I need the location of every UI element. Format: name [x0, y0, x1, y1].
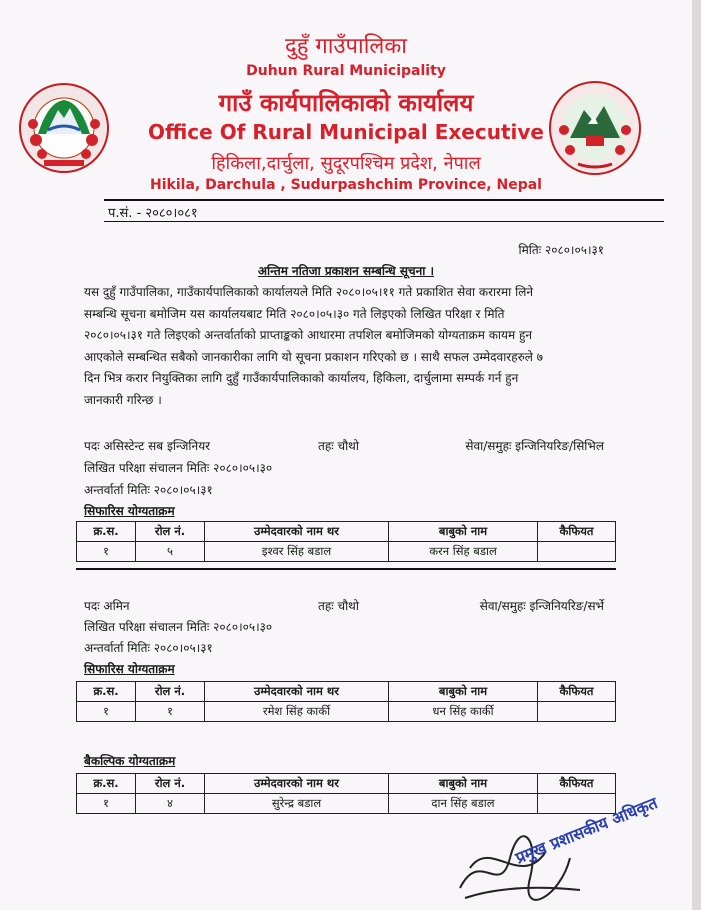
- section2-post: पदः अमिन: [84, 599, 130, 613]
- table-row: [77, 794, 616, 814]
- section2-table: [76, 681, 616, 722]
- col-header-father: बाबुको नाम: [389, 682, 538, 702]
- section3-list-title: बैकल्पिक योग्यताक्रम: [84, 754, 176, 768]
- cell-remarks: [538, 702, 616, 722]
- col-header-sn: क्र.स.: [77, 522, 136, 542]
- cell-candidate: रमेश सिंह कार्की: [205, 702, 389, 722]
- body-line: यस दुहुँ गाउँपालिका, गाउँकार्यपालिकाको कार्यालयले मिति २०८०।०५।११ गते प्रकाशित सेवा करारमा लिने: [84, 285, 534, 299]
- table-header-row: [77, 774, 616, 794]
- notice-body: [84, 282, 604, 411]
- cell-father: करन सिंह बडाल: [389, 542, 538, 562]
- section-divider: [76, 568, 616, 570]
- section2-service: सेवा/समुहः इन्जिनियरिङ/सर्भे: [479, 599, 604, 613]
- col-header-remarks: कैफियत: [538, 682, 616, 702]
- section1-service: सेवा/समुहः इन्जिनियरिङ/सिभिल: [465, 439, 604, 453]
- section1-level: तहः चौथो: [318, 439, 359, 453]
- section1-interview-date: अन्तर्वार्ता मितिः २०८०।०५।३१: [84, 483, 213, 497]
- col-header-candidate: उम्मेदवारको नाम थर: [205, 774, 389, 794]
- body-line: दिन भित्र करार नियुक्तिका लागि दुहुँ गाउँकार्यपालिकाको कार्यालय, हिकिला, दार्चुलामा सम्पर्क गर्न हुन: [84, 371, 519, 385]
- col-header-roll: रोल नं.: [136, 774, 205, 794]
- col-header-candidate: उम्मेदवारको नाम थर: [205, 682, 389, 702]
- reference-number: प.सं. - २०८०।०८१: [108, 206, 198, 221]
- table-header-row: [77, 522, 616, 542]
- cell-father: दान सिंह बडाल: [389, 794, 538, 814]
- col-header-father: बाबुको नाम: [389, 774, 538, 794]
- cell-candidate: इश्वर सिंह बडाल: [205, 542, 389, 562]
- body-line: २०८०।०५।३१ गते लिइएको अन्तर्वार्ताको प्राप्ताङ्कको आधारमा तपशिल बमोजिमको योग्यताक्रम कायम हुन: [84, 328, 532, 342]
- office-name-np: गाउँ कार्यपालिकाको कार्यालय: [218, 89, 474, 117]
- notice-title: अन्तिम नतिजा प्रकाशन सम्बन्धि सूचना ।: [257, 264, 435, 278]
- col-header-roll: रोल नं.: [136, 522, 205, 542]
- body-line: सम्बन्धि सूचना बमोजिम यस कार्यालयबाट मिति २०८०।०५।३० गते लिइएको लिखित परिक्षा र मिति: [84, 306, 505, 321]
- address-en: Hikila, Darchula , Sudurpashchim Province, Nepal: [150, 177, 542, 193]
- section2-exam-date: लिखित परिक्षा संचालन मितिः २०८०।०५।३०: [84, 620, 273, 634]
- section2-level: तहः चौथो: [318, 599, 359, 613]
- cell-sn: १: [77, 702, 136, 722]
- cell-roll: ४: [136, 794, 205, 814]
- notice-date: मितिः २०८०।०५।३१: [518, 243, 604, 257]
- section2-interview-date: अन्तर्वार्ता मितिः २०८०।०५।३१: [84, 641, 213, 655]
- section3-table: [76, 773, 616, 814]
- table-row: [77, 702, 616, 722]
- col-header-remarks: कैफियत: [538, 774, 616, 794]
- section2-list-title: सिफारिस योग्यताक्रम: [84, 662, 175, 676]
- office-name-en: Office Of Rural Municipal Executive: [148, 120, 544, 144]
- cell-sn: १: [77, 542, 136, 562]
- cell-sn: १: [77, 794, 136, 814]
- address-np: हिकिला,दार्चुला, सुदूरपश्चिम प्रदेश, नेपाल: [211, 153, 481, 174]
- col-header-remarks: कैफियत: [538, 522, 616, 542]
- col-header-sn: क्र.स.: [77, 774, 136, 794]
- section1-table: [76, 521, 616, 562]
- cell-candidate: सुरेन्द्र बडाल: [205, 794, 389, 814]
- cell-roll: ५: [136, 542, 205, 562]
- col-header-candidate: उम्मेदवारको नाम थर: [205, 522, 389, 542]
- table-header-row: [77, 682, 616, 702]
- section1-exam-date: लिखित परिक्षा संचालन मितिः २०८०।०५।३०: [84, 461, 273, 475]
- municipality-name-en: Duhun Rural Municipality: [246, 63, 446, 79]
- col-header-father: बाबुको नाम: [389, 522, 538, 542]
- body-line: आएकोले सम्बन्धित सबैको जानकारीका लागि यो सूचना प्रकाशन गरिएको छ । साथै सफल उम्मेदवारहरुले ७: [84, 349, 543, 364]
- section1-list-title: सिफारिस योग्यताक्रम: [84, 504, 175, 518]
- table-row: [77, 542, 616, 562]
- municipality-name-np: दुहुँ गाउँपालिका: [285, 34, 407, 59]
- header-rule-bottom: [104, 221, 664, 222]
- col-header-roll: रोल नं.: [136, 682, 205, 702]
- cell-roll: १: [136, 702, 205, 722]
- signature-stamp: प्रमुख प्रशासकीय अधिकृत: [512, 793, 661, 868]
- col-header-sn: क्र.स.: [77, 682, 136, 702]
- cell-father: धन सिंह कार्की: [389, 702, 538, 722]
- body-line: जानकारी गरिन्छ ।: [84, 392, 162, 407]
- page-edge: [692, 0, 701, 910]
- section1-post: पदः असिस्टेन्ट सब इन्जिनियर: [84, 439, 211, 453]
- cell-remarks: [538, 542, 616, 562]
- header-rule-top: [104, 199, 664, 201]
